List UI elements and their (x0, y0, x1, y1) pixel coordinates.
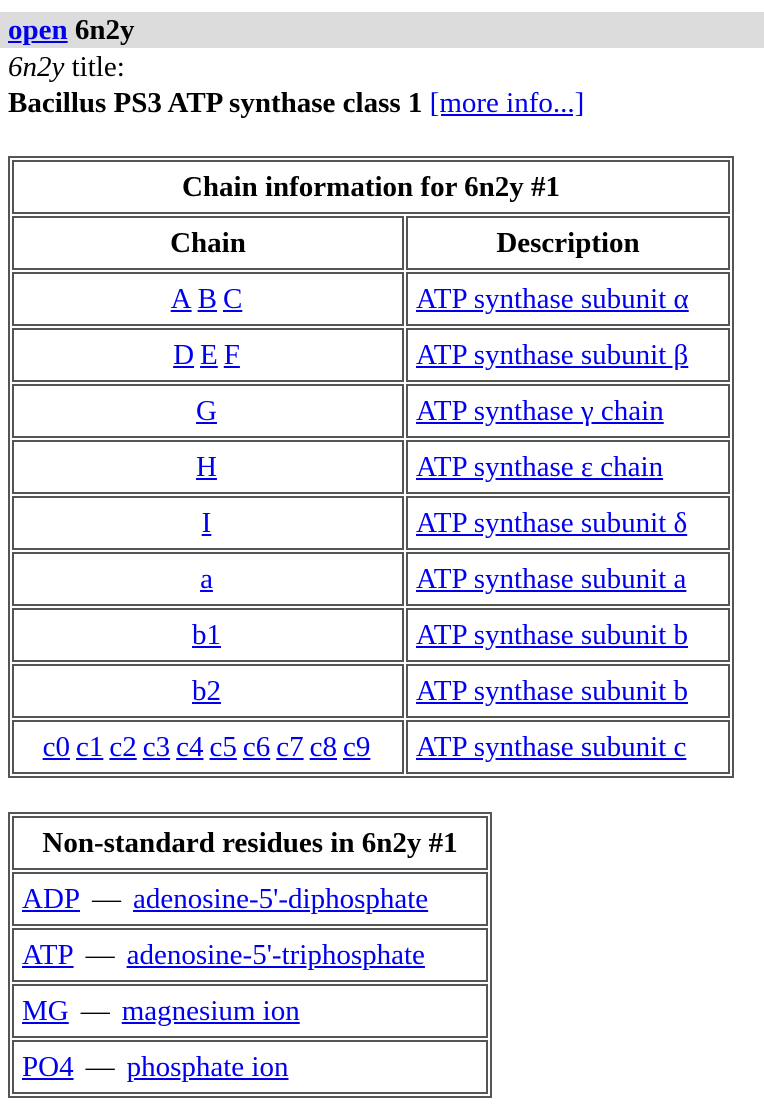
residue-code-link[interactable]: ATP (22, 938, 74, 971)
structure-title (8, 86, 584, 120)
residue-separator: — (92, 882, 122, 915)
residue-separator: — (85, 1050, 115, 1083)
residue-cell (12, 1040, 488, 1094)
chain-description-link[interactable]: ATP synthase subunit β (416, 338, 689, 371)
chain-ids-cell (12, 384, 404, 438)
chain-description-link[interactable]: ATP synthase subunit α (416, 282, 689, 315)
residue-table-caption: Non-standard residues in 6n2y #1 (12, 816, 488, 870)
table-row (12, 552, 730, 606)
chain-link[interactable]: G (196, 394, 217, 427)
table-row (12, 272, 730, 326)
residue-name-link[interactable]: adenosine-5'-triphosphate (126, 938, 425, 971)
open-link[interactable]: open (8, 14, 68, 46)
nonstandard-residues-table (8, 812, 492, 1098)
chain-table-caption: Chain information for 6n2y #1 (12, 160, 730, 214)
table-row (12, 720, 730, 774)
chain-link[interactable]: A (170, 282, 192, 315)
residue-cell (12, 928, 488, 982)
more-info-link[interactable]: [more info...] (429, 87, 585, 119)
chain-description-cell (406, 440, 730, 494)
chain-link[interactable]: H (196, 450, 217, 483)
chain-description-link[interactable]: ATP synthase subunit c (416, 730, 687, 763)
table-row (12, 608, 730, 662)
chain-link[interactable]: c1 (76, 730, 104, 763)
chain-description-cell (406, 552, 730, 606)
residue-name-link[interactable]: adenosine-5'-diphosphate (133, 882, 429, 915)
chain-description-link[interactable]: ATP synthase ε chain (416, 450, 664, 483)
chain-rows (12, 272, 730, 774)
description-column-header: Description (406, 216, 730, 270)
chain-ids-cell (12, 496, 404, 550)
chain-link[interactable]: F (223, 338, 240, 371)
chain-link[interactable]: c6 (242, 730, 271, 763)
chain-link[interactable]: B (197, 282, 217, 315)
chain-link[interactable]: D (173, 338, 195, 371)
chain-link[interactable]: c5 (209, 730, 237, 763)
residue-cell (12, 872, 488, 926)
residue-code-link[interactable]: PO4 (22, 1050, 74, 1083)
chain-link[interactable]: E (200, 338, 218, 371)
chain-description-cell (406, 608, 730, 662)
chain-description-link[interactable]: ATP synthase subunit b (416, 674, 689, 707)
chain-link[interactable]: c8 (309, 730, 337, 763)
chain-description-link[interactable]: ATP synthase subunit δ (416, 506, 688, 539)
chain-link[interactable]: c3 (142, 730, 171, 763)
title-label-suffix: title: (71, 51, 125, 83)
chain-ids-cell (12, 552, 404, 606)
chain-description-link[interactable]: ATP synthase subunit a (416, 562, 687, 595)
chain-ids-cell (12, 272, 404, 326)
chain-description-cell (406, 272, 730, 326)
chain-link[interactable]: a (200, 562, 213, 595)
table-row (12, 664, 730, 718)
chain-ids-cell (12, 328, 404, 382)
table-row (12, 496, 730, 550)
chain-link[interactable]: b2 (192, 674, 221, 707)
title-label (8, 50, 125, 84)
chain-description-link[interactable]: ATP synthase γ chain (416, 394, 664, 427)
chain-ids-cell (12, 608, 404, 662)
residue-rows (12, 872, 488, 1094)
residue-name-link[interactable]: magnesium ion (121, 994, 300, 1027)
chain-link[interactable]: c9 (343, 730, 371, 763)
chain-ids-cell (12, 720, 404, 774)
table-row (12, 328, 730, 382)
chain-description-cell (406, 720, 730, 774)
residue-name-link[interactable]: phosphate ion (126, 1050, 289, 1083)
chain-link[interactable]: b1 (192, 618, 221, 651)
chain-info-table (8, 156, 734, 778)
chain-description-cell (406, 384, 730, 438)
structure-title-text: Bacillus PS3 ATP synthase class 1 (8, 87, 423, 119)
title-label-id: 6n2y (8, 51, 65, 83)
residue-cell (12, 984, 488, 1038)
chain-ids-cell (12, 664, 404, 718)
residue-separator: — (80, 994, 110, 1027)
residue-code-link[interactable]: MG (22, 994, 69, 1027)
chain-link[interactable]: I (201, 506, 212, 539)
residue-separator: — (85, 938, 115, 971)
header-line (8, 12, 135, 48)
table-row (12, 872, 488, 926)
residue-code-link[interactable]: ADP (22, 882, 81, 915)
table-row (12, 1040, 488, 1094)
chain-link[interactable]: c4 (176, 730, 204, 763)
chain-description-cell (406, 664, 730, 718)
chain-link[interactable]: c7 (276, 730, 304, 763)
chain-link[interactable]: c0 (42, 730, 70, 763)
table-row (12, 440, 730, 494)
chain-description-cell (406, 328, 730, 382)
table-row (12, 984, 488, 1038)
chain-ids-cell (12, 440, 404, 494)
table-row (12, 928, 488, 982)
table-row (12, 384, 730, 438)
header-pdb-id: 6n2y (74, 14, 135, 46)
chain-description-cell (406, 496, 730, 550)
chain-column-header: Chain (12, 216, 404, 270)
chain-description-link[interactable]: ATP synthase subunit b (416, 618, 689, 651)
chain-link[interactable]: c2 (109, 730, 137, 763)
chain-link[interactable]: C (222, 282, 243, 315)
